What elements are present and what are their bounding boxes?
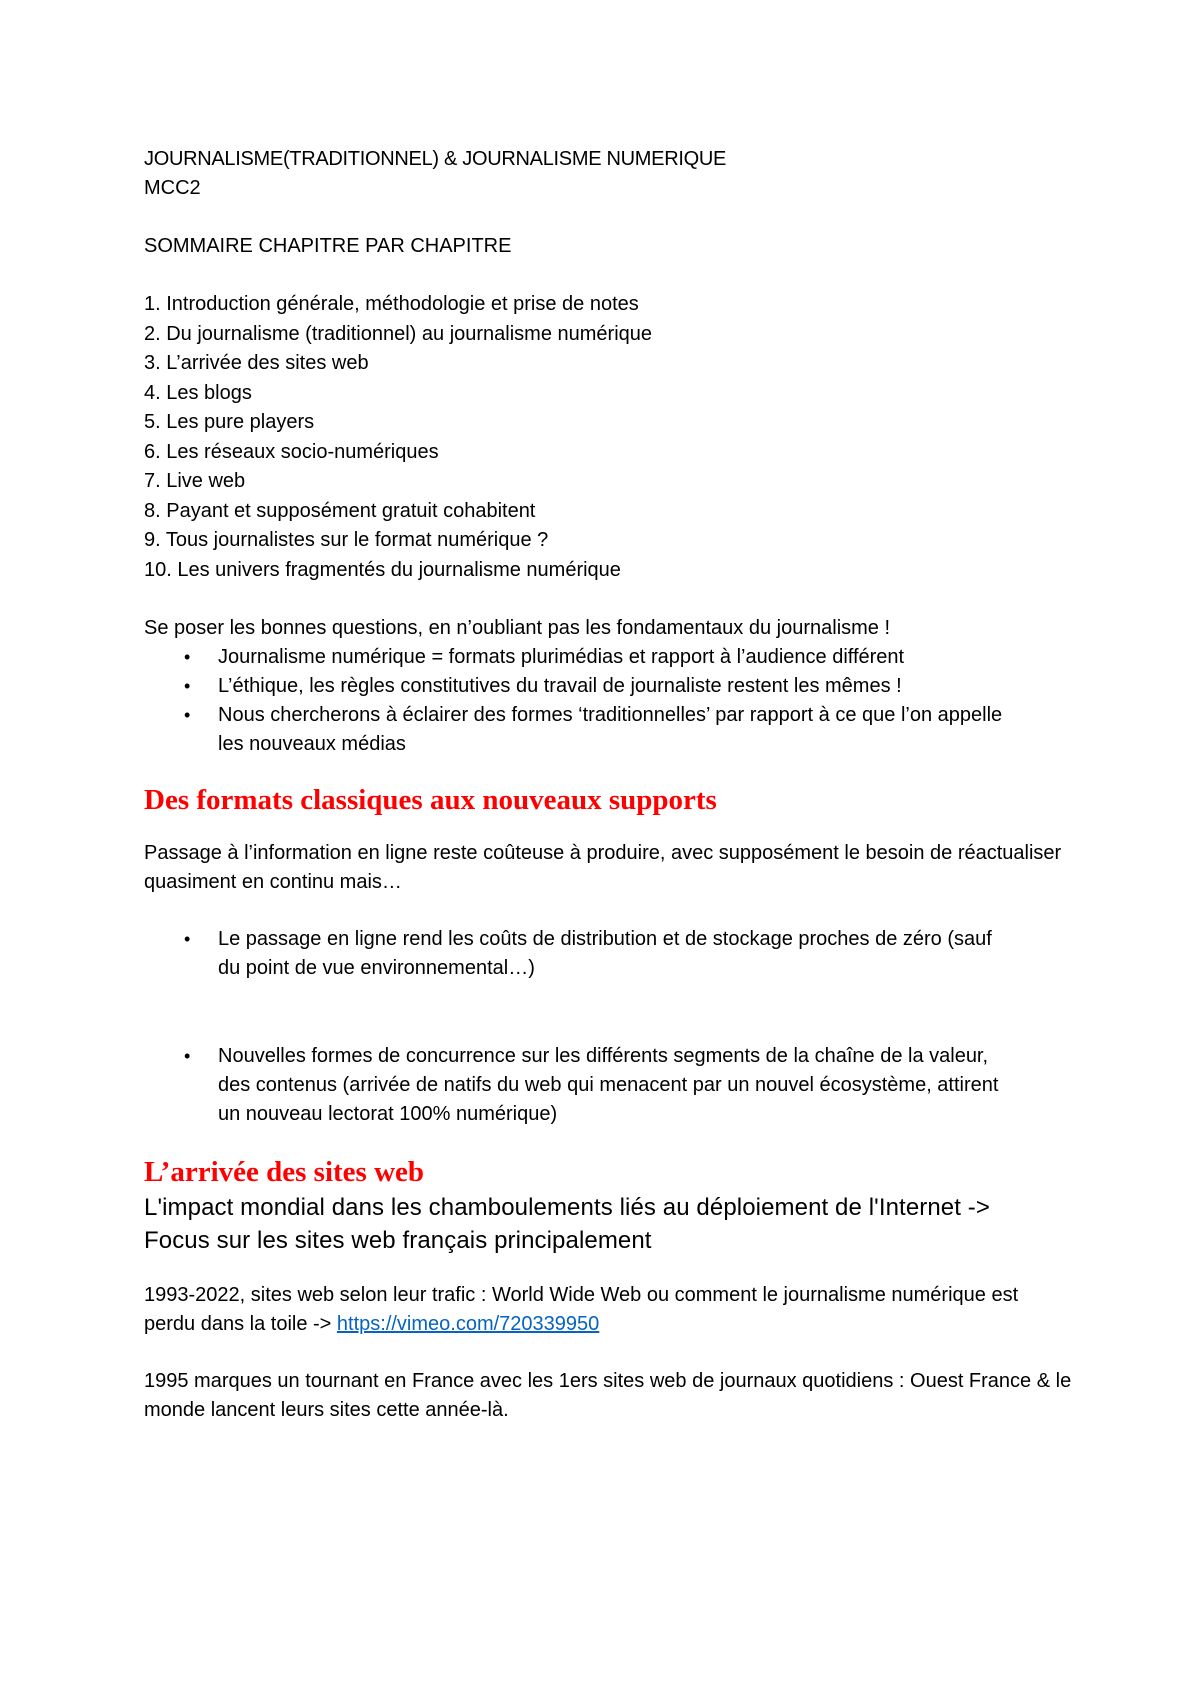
section2-subtitle-line2: Focus sur les sites web français principalement [144,1227,652,1254]
summary-heading: SOMMAIRE CHAPITRE PAR CHAPITRE [144,235,512,257]
list-item: 7. Live web [144,470,246,492]
bullet-icon: • [184,705,191,725]
bullet-item: • Le passage en ligne rend les coûts de distribution et de stockage proches de zéro (sauf du point de vue environnemental…) [144,925,1018,983]
document-title: JOURNALISME(TRADITIONNEL) & JOURNALISME NUMERIQUE [144,148,727,170]
list-item: 8. Payant et supposément gratuit cohabitent [144,499,536,522]
list-item: 3. L’arrivée des sites web [144,352,369,374]
list-item: 6. Les réseaux socio-numériques [144,440,439,463]
bullet-icon: • [184,647,191,667]
section2-paragraph-2: 1995 marques un tournant en France avec les 1ers sites web de journaux quotidiens : Ouest France & le monde lancent leurs sites cette année-là. [144,1370,1072,1421]
bullet-item: • Nouvelles formes de concurrence sur les différents segments de la chaîne de la valeur, des contenus (arrivée de natifs du web qui menacent par un nouvel écosystème, attirent un nouveau lectorat 100% numérique) [144,1042,1018,1129]
list-item: 4. Les blogs [144,381,252,404]
section1-bullets-2 [144,1042,1084,1129]
bullet-item: • Journalisme numérique = formats plurimédias et rapport à l’audience différent [144,643,1084,672]
vimeo-link[interactable]: https://vimeo.com/720339950 [336,1313,600,1335]
bullet-icon: • [184,929,191,949]
questions-bullets [144,643,1084,759]
section2-paragraph-1: 1993-2022, sites web selon leur trafic : World Wide Web ou comment le journalisme numérique est perdu dans la toile -> https://vimeo.com/720339950 [144,1284,1019,1335]
section1-bullets [144,925,1084,983]
bullet-item: • L’éthique, les règles constitutives du travail de journaliste restent les mêmes ! [144,672,1084,701]
section2-subtitle-line1: L'impact mondial dans les chamboulements liés au déploiement de l'Internet -> [144,1194,991,1221]
document-body [144,145,1084,1425]
list-item: 10. Les univers fragmentés du journalisme numérique [144,558,621,581]
bullet-icon: • [184,1046,191,1066]
section-heading-sites: L’arrivée des sites web [144,1156,425,1188]
course-code: MCC2 [144,177,201,199]
questions-intro: Se poser les bonnes questions, en n’oubliant pas les fondamentaux du journalisme ! [144,617,891,639]
list-item: 9. Tous journalistes sur le format numérique ? [144,529,549,551]
chapter-list [144,290,1084,585]
bullet-icon: • [184,676,191,696]
section-heading-formats: Des formats classiques aux nouveaux supports [144,784,717,816]
section1-intro: Passage à l’information en ligne reste coûteuse à produire, avec supposément le besoin de réactualiser quasiment en continu mais… [144,842,1062,893]
bullet-item: • Nous chercherons à éclairer des formes ‘traditionnelles’ par rapport à ce que l’on appelle les nouveaux médias [144,701,1018,759]
list-item: 5. Les pure players [144,411,315,433]
list-item: 2. Du journalisme (traditionnel) au journalisme numérique [144,322,653,345]
list-item: 1. Introduction générale, méthodologie et prise de notes [144,293,639,315]
